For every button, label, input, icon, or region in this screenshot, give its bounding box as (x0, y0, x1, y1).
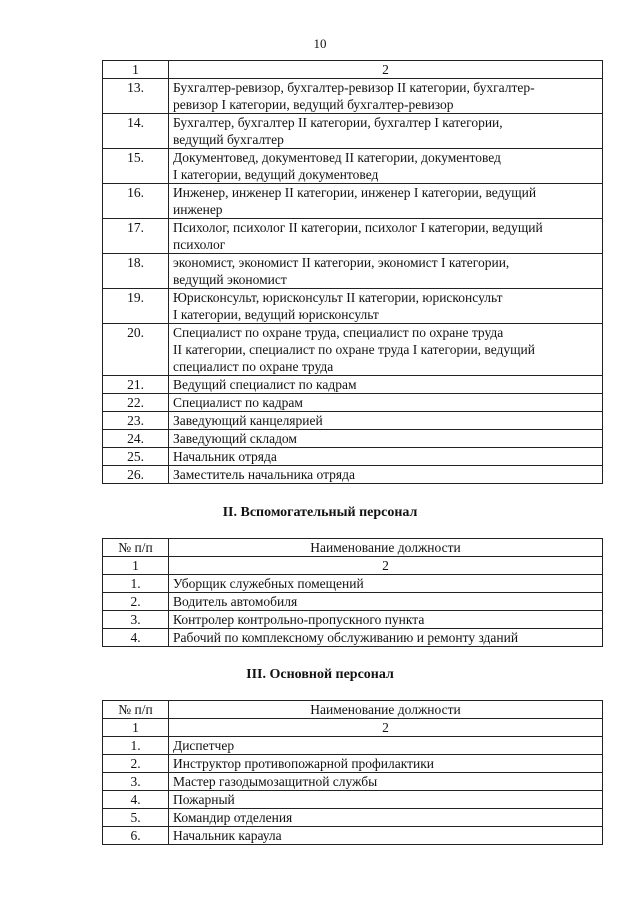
position-name (169, 184, 603, 219)
position-name-line: Ведущий специалист по кадрам (173, 377, 357, 392)
row-number: 20. (103, 324, 169, 376)
table-row (103, 827, 603, 845)
position-name: Мастер газодымозащитной службы (169, 773, 603, 791)
position-name-line: Бухгалтер-ревизор, бухгалтер-ревизор II категории, бухгалтер- (173, 80, 535, 95)
table-row (103, 809, 603, 827)
position-name-line: II категории, специалист по охране труда I категории, ведущий (173, 342, 536, 357)
row-number: 6. (103, 827, 169, 845)
position-name-line: инженер (173, 202, 223, 217)
table-row (103, 629, 603, 647)
position-name-line: Заведующий складом (173, 431, 297, 446)
position-name (169, 79, 603, 114)
position-name: Инструктор противопожарной профилактики (169, 755, 603, 773)
position-name-line: Специалист по кадрам (173, 395, 303, 410)
column-number-2: 2 (169, 61, 603, 79)
row-number: 5. (103, 809, 169, 827)
position-name (169, 448, 603, 466)
position-name (169, 254, 603, 289)
column-number-2: 2 (169, 719, 603, 737)
section-title-main-staff: III. Основной персонал (246, 667, 394, 682)
position-name (169, 219, 603, 254)
column-header-position: Наименование должности (169, 539, 603, 557)
table-row (103, 575, 603, 593)
position-name-line: Инженер, инженер II категории, инженер I категории, ведущий (173, 185, 537, 200)
column-header-number: № п/п (103, 701, 169, 719)
row-number: 2. (103, 755, 169, 773)
table-row (103, 773, 603, 791)
row-number: 13. (103, 79, 169, 114)
position-name (169, 114, 603, 149)
position-name (169, 324, 603, 376)
position-name: Контролер контрольно-пропускного пункта (169, 611, 603, 629)
table-row (103, 737, 603, 755)
table-row (103, 611, 603, 629)
position-name: Водитель автомобиля (169, 593, 603, 611)
positions-table-continued (102, 60, 603, 484)
row-number: 3. (103, 773, 169, 791)
main-staff-table (102, 700, 603, 845)
position-name (169, 466, 603, 484)
position-name-line: специалист по охране труда (173, 359, 334, 374)
position-name (169, 149, 603, 184)
position-name-line: Заместитель начальника отряда (173, 467, 355, 482)
row-number: 21. (103, 376, 169, 394)
table-row (103, 219, 603, 254)
position-name (169, 412, 603, 430)
table-row (103, 430, 603, 448)
table-row (103, 114, 603, 149)
column-number-1: 1 (103, 61, 169, 79)
row-number: 19. (103, 289, 169, 324)
table-row (103, 149, 603, 184)
table-row (103, 448, 603, 466)
row-number: 24. (103, 430, 169, 448)
row-number: 16. (103, 184, 169, 219)
table-header-row (103, 539, 603, 557)
position-name-line: ведущий бухгалтер (173, 132, 284, 147)
position-name (169, 430, 603, 448)
row-number: 23. (103, 412, 169, 430)
position-name (169, 394, 603, 412)
row-number: 22. (103, 394, 169, 412)
table-row (103, 79, 603, 114)
column-number-1: 1 (103, 719, 169, 737)
row-number: 26. (103, 466, 169, 484)
table-column-number-row (103, 719, 603, 737)
row-number: 4. (103, 629, 169, 647)
section-title-auxiliary-staff: II. Вспомогательный персонал (222, 505, 418, 520)
table-row (103, 394, 603, 412)
position-name (169, 289, 603, 324)
position-name-line: I категории, ведущий юрисконсульт (173, 307, 379, 322)
row-number: 25. (103, 448, 169, 466)
column-header-number: № п/п (103, 539, 169, 557)
position-name-line: Документовед, документовед II категории, документовед (173, 150, 501, 165)
position-name: Диспетчер (169, 737, 603, 755)
position-name: Командир отделения (169, 809, 603, 827)
position-name-line: Юрисконсульт, юрисконсульт II категории, юрисконсульт (173, 290, 503, 305)
table-row (103, 593, 603, 611)
table-row (103, 184, 603, 219)
position-name-line: Начальник отряда (173, 449, 277, 464)
table-header-row (103, 701, 603, 719)
row-number: 14. (103, 114, 169, 149)
position-name-line: ведущий экономист (173, 272, 287, 287)
table-row (103, 412, 603, 430)
column-number-1: 1 (103, 557, 169, 575)
position-name-line: экономист, экономист II категории, экономист I категории, (173, 255, 510, 270)
position-name-line: ревизор I категории, ведущий бухгалтер-ревизор (173, 97, 454, 112)
row-number: 15. (103, 149, 169, 184)
row-number: 17. (103, 219, 169, 254)
table-row (103, 755, 603, 773)
table-row (103, 324, 603, 376)
table-row (103, 466, 603, 484)
position-name-line: Бухгалтер, бухгалтер II категории, бухгалтер I категории, (173, 115, 503, 130)
row-number: 1. (103, 737, 169, 755)
position-name: Рабочий по комплексному обслуживанию и ремонту зданий (169, 629, 603, 647)
table-row (103, 791, 603, 809)
position-name: Уборщик служебных помещений (169, 575, 603, 593)
row-number: 3. (103, 611, 169, 629)
position-name-line: I категории, ведущий документовед (173, 167, 379, 182)
row-number: 2. (103, 593, 169, 611)
position-name (169, 376, 603, 394)
table-column-number-row (103, 61, 603, 79)
position-name-line: Психолог, психолог II категории, психолог I категории, ведущий (173, 220, 543, 235)
position-name-line: Специалист по охране труда, специалист по охране труда (173, 325, 504, 340)
position-name: Пожарный (169, 791, 603, 809)
column-number-2: 2 (169, 557, 603, 575)
auxiliary-staff-table (102, 538, 603, 647)
table-column-number-row (103, 557, 603, 575)
table-row (103, 289, 603, 324)
position-name-line: Заведующий канцелярией (173, 413, 323, 428)
position-name: Начальник караула (169, 827, 603, 845)
row-number: 4. (103, 791, 169, 809)
table-row (103, 376, 603, 394)
column-header-position: Наименование должности (169, 701, 603, 719)
position-name-line: психолог (173, 237, 226, 252)
row-number: 18. (103, 254, 169, 289)
page-number: 10 (313, 36, 327, 51)
row-number: 1. (103, 575, 169, 593)
table-row (103, 254, 603, 289)
